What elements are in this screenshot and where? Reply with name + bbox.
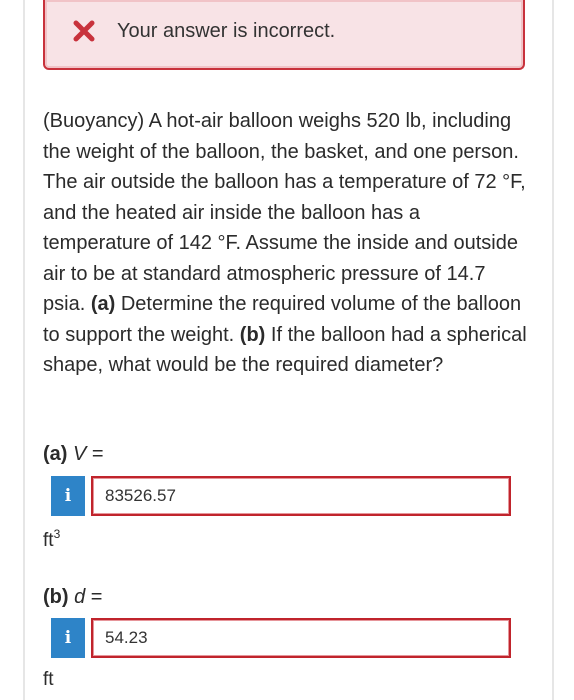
part-b-marker: (b) bbox=[239, 323, 266, 346]
part-a-answer-row bbox=[51, 476, 511, 516]
part-b-answer-input[interactable]: 54.23 bbox=[91, 618, 511, 658]
part-a-label bbox=[43, 443, 104, 466]
part-a-variable: V bbox=[73, 443, 87, 465]
part-a-answer-input[interactable]: 83526.57 bbox=[91, 476, 511, 516]
incorrect-answer-alert bbox=[43, 0, 525, 70]
part-a-unit-exponent: 3 bbox=[53, 527, 61, 541]
part-a-marker: (a) bbox=[90, 293, 116, 315]
part-b-unit: ft bbox=[43, 669, 54, 690]
question-intro: (Buoyancy) A hot-air balloon weighs 520 lb, including the weight of the balloon, the basket, and one person. The air outside the balloon has a temperature of 72 °F, and the heated air inside the balloon has a temperature of 142 °F. Assume the inside and outside air to be at standard atmospheric pressure of 14.7 psia. bbox=[43, 110, 526, 315]
info-icon[interactable]: i bbox=[51, 618, 85, 658]
right-frame-border bbox=[552, 0, 554, 700]
part-b-variable: d bbox=[74, 586, 86, 608]
alert-message: Your answer is incorrect. bbox=[117, 20, 336, 42]
info-icon[interactable]: i bbox=[51, 476, 85, 516]
part-a-unit-base: ft bbox=[43, 530, 54, 551]
part-a-equals: = bbox=[91, 443, 104, 465]
part-a-unit bbox=[43, 527, 60, 552]
part-b-equals: = bbox=[90, 586, 103, 608]
part-a-label-marker: (a) bbox=[43, 443, 68, 465]
part-b-answer-row bbox=[51, 618, 511, 658]
question-text bbox=[43, 106, 533, 381]
part-b-prompt: If the balloon had a spherical shape, what would be the required diameter? bbox=[43, 323, 527, 376]
part-b-label-marker: (b) bbox=[43, 586, 69, 608]
x-mark-icon bbox=[71, 18, 97, 44]
left-frame-border bbox=[23, 0, 25, 700]
part-a-prompt: Determine the required volume of the balloon to support the weight. bbox=[43, 293, 522, 346]
part-b-label bbox=[43, 586, 102, 609]
